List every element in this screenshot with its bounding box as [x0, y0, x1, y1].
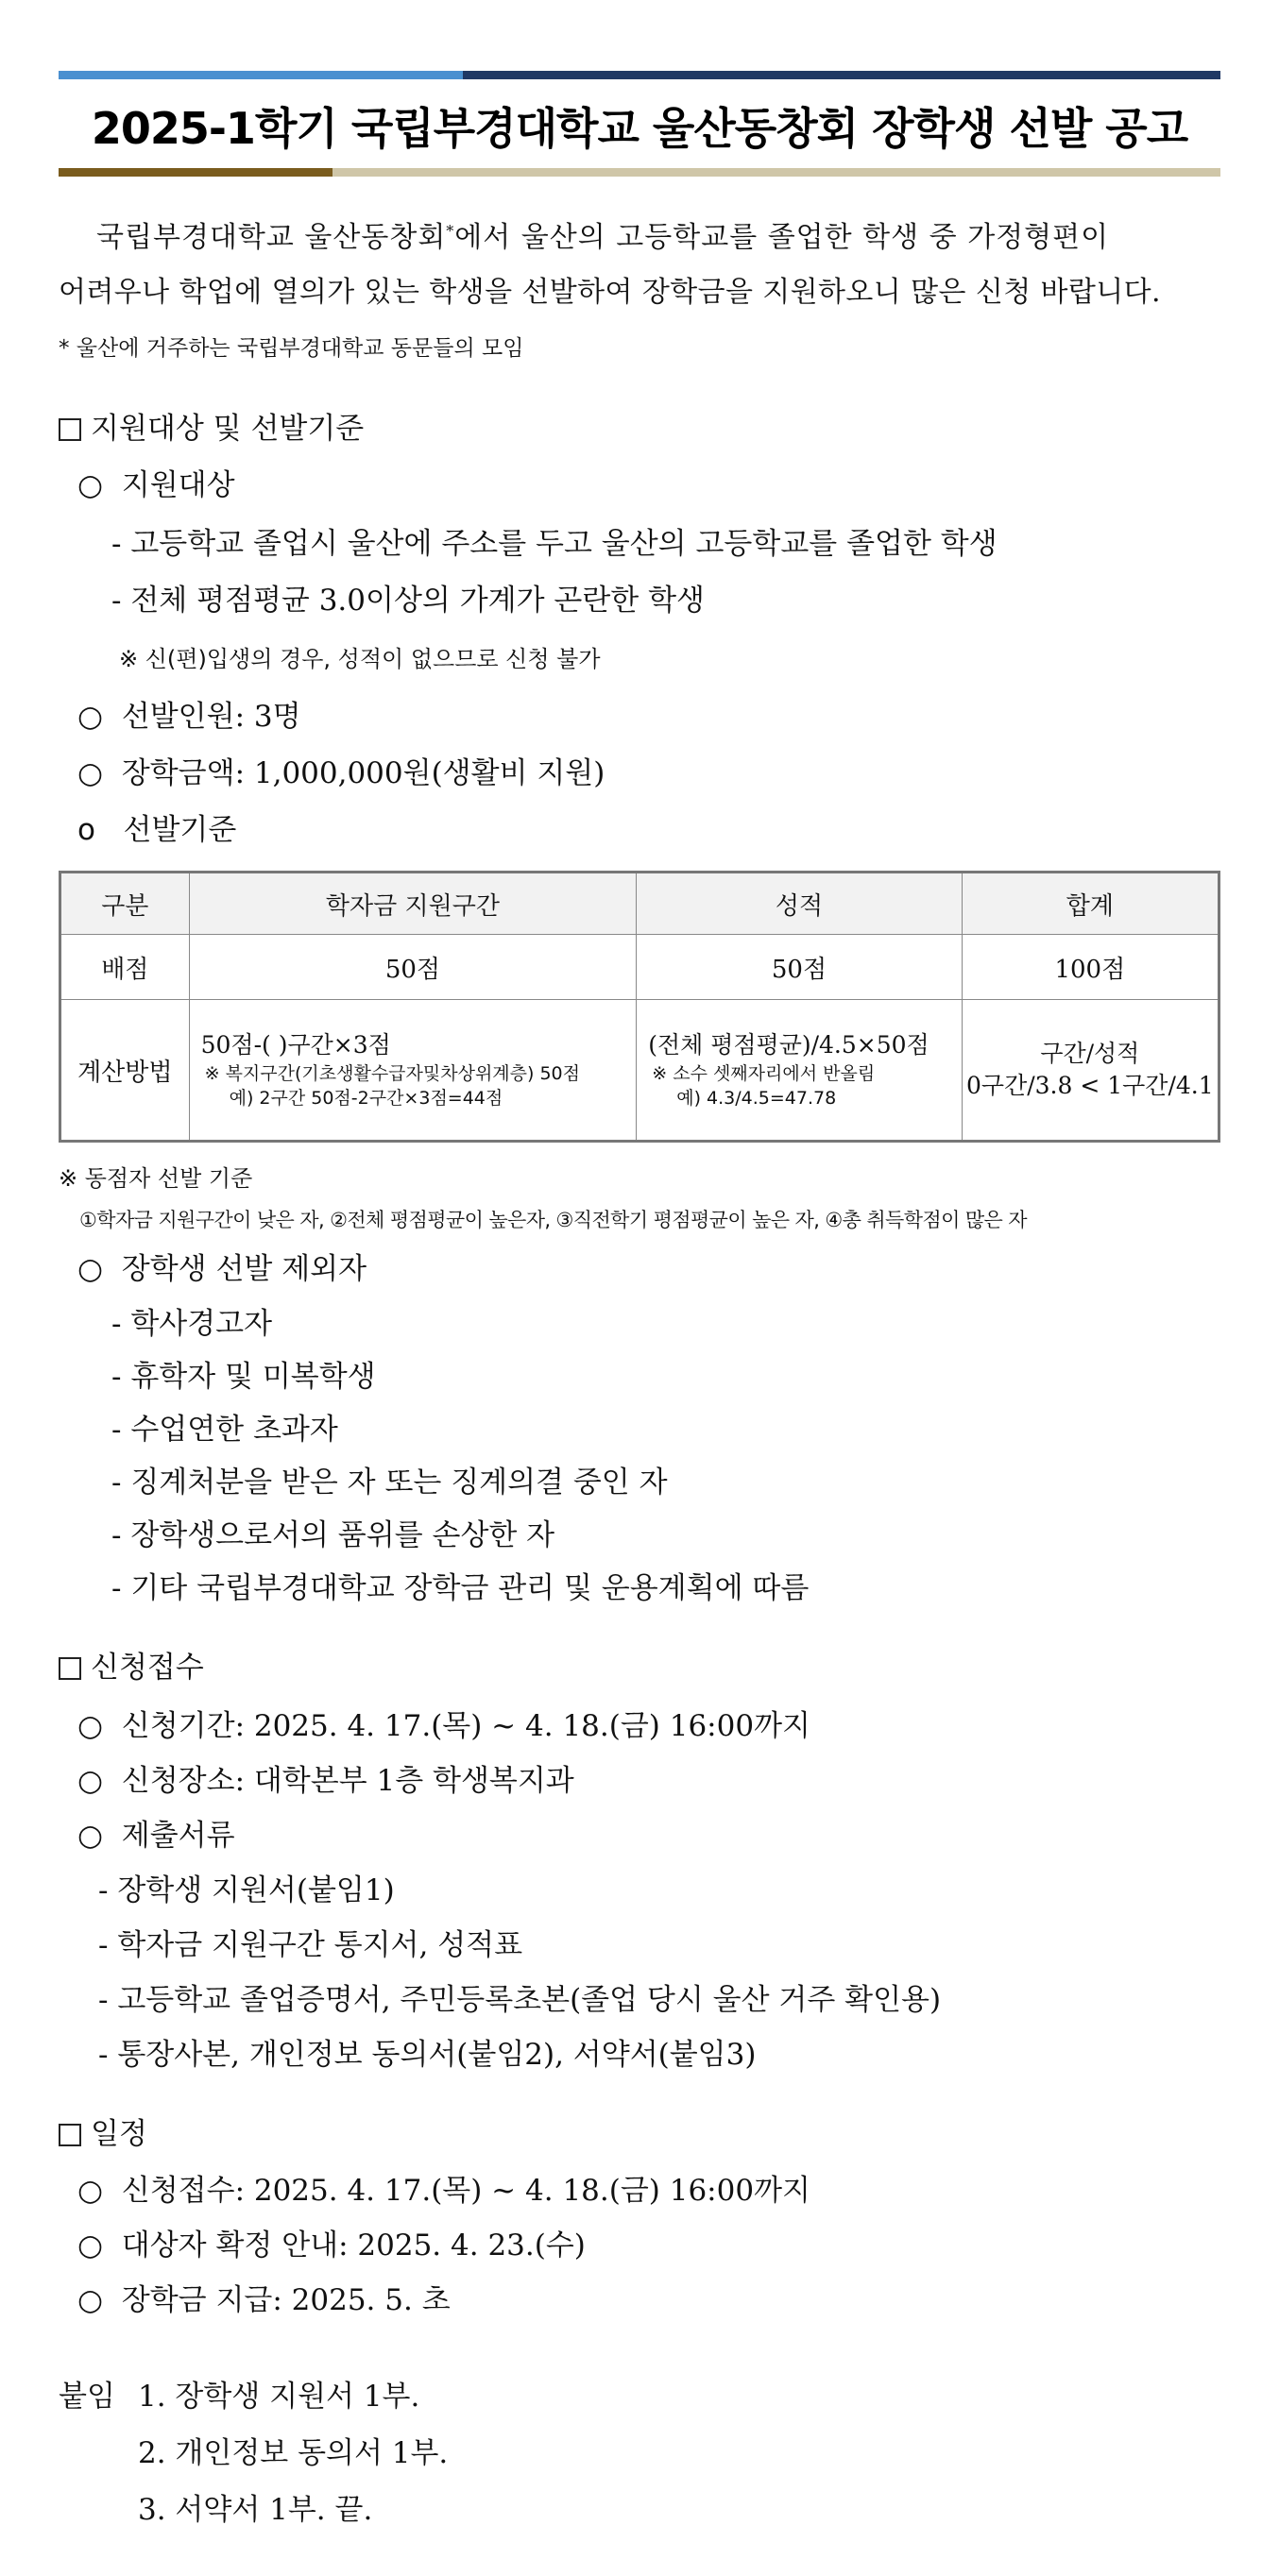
eligibility-item: - 고등학교 졸업시 울산에 주소를 두고 울산의 고등학교를 졸업한 학생	[111, 527, 998, 561]
application-place: ○ 신청장소: 대학본부 1층 학생복지과	[77, 1764, 574, 1798]
intro-line-1	[96, 213, 1109, 255]
intro-org: 국립부경대학교 울산동창회	[96, 221, 447, 254]
title-bar-bottom	[333, 168, 1220, 177]
table-header-cell: 학자금 지원구간	[189, 873, 637, 935]
document-item: - 통장사본, 개인정보 동의서(붙임2), 서약서(붙임3)	[98, 2038, 757, 2072]
circle-bullet-icon: ○	[77, 2174, 104, 2208]
table-header-row	[60, 873, 1219, 935]
circle-bullet-icon: ○	[77, 2229, 104, 2262]
attachment-item: 2. 개인정보 동의서 1부.	[138, 2436, 449, 2470]
table-cell-total-calc: 구간/성적 0구간/3.8 < 1구간/4.1	[962, 1000, 1219, 1142]
exclusion-label: ○ 장학생 선발 제외자	[77, 1252, 367, 1286]
eligibility-target-label: ○ 지원대상	[77, 468, 235, 502]
documents-label: ○ 제출서류	[77, 1819, 235, 1853]
circle-bullet-icon: ○	[77, 700, 104, 734]
exclusion-item: - 장학생으로서의 품위를 손상한 자	[111, 1518, 555, 1552]
checkbox-square-icon	[59, 418, 81, 441]
checkbox-square-icon	[59, 1657, 81, 1680]
intro-footnote: * 울산에 거주하는 국립부경대학교 동문들의 모임	[59, 336, 524, 361]
section-heading-application	[59, 1643, 204, 1686]
o-bullet-icon: o	[77, 813, 95, 847]
table-row-calculation	[60, 1000, 1219, 1142]
exclusion-item: - 학사경고자	[111, 1307, 273, 1341]
eligibility-note: ※ 신(편)입생의 경우, 성적이 없으므로 신청 불가	[119, 646, 601, 672]
eligibility-item: - 전체 평점평균 3.0이상의 가계가 곤란한 학생	[111, 584, 705, 618]
intro-footnote-mark: *	[446, 222, 455, 240]
circle-bullet-icon: ○	[77, 1709, 104, 1743]
table-cell-grade-calc: (전체 평점평균)/4.5×50점 ※ 소수 셋째자리에서 반올림 예) 4.3/4.5=47.78	[637, 1000, 962, 1142]
intro-line-2: 어려우나 학업에 열의가 있는 학생을 선발하여 장학금을 지원하오니 많은 신청 바랍니다.	[59, 276, 1161, 309]
table-cell: 계산방법	[60, 1000, 190, 1142]
selection-count: ○ 선발인원: 3명	[77, 700, 301, 734]
attachment-item: 3. 서약서 1부. 끝.	[138, 2493, 373, 2527]
document-item: - 고등학교 졸업증명서, 주민등록초본(졸업 당시 울산 거주 확인용)	[98, 1983, 942, 2017]
selection-criteria-label: o 선발기준	[77, 813, 237, 847]
title-bar-bottom-accent	[59, 168, 333, 177]
table-header-cell: 합계	[962, 873, 1219, 935]
circle-bullet-icon: ○	[77, 1819, 104, 1853]
attachments-label: 붙임	[59, 2380, 115, 2414]
intro-text: 에서 울산의 고등학교를 졸업한 학생 중 가정형편이	[454, 221, 1110, 254]
document-item: - 장학생 지원서(붙임1)	[98, 1873, 395, 1907]
table-row-score	[60, 935, 1219, 1000]
section-heading-text: 일정	[91, 2117, 147, 2151]
circle-bullet-icon: ○	[77, 1252, 104, 1286]
section-heading-eligibility	[59, 404, 364, 447]
section-heading-text: 지원대상 및 선발기준	[91, 412, 365, 446]
table-cell-support-calc: 50점-( )구간×3점 ※ 복지구간(기초생활수급자및차상위계층) 50점 예) 2구간 50점-2구간×3점=44점	[189, 1000, 637, 1142]
section-heading-schedule	[59, 2110, 147, 2152]
tie-break-text: ①학자금 지원구간이 낮은 자, ②전체 평점평균이 높은자, ③직전학기 평점평균이 높은 자, ④총 취득학점이 많은 자	[79, 1209, 1027, 1231]
section-heading-text: 신청접수	[91, 1651, 204, 1685]
table-cell: 100점	[962, 935, 1219, 1000]
page-title: 2025-1학기 국립부경대학교 울산동창회 장학생 선발 공고	[91, 103, 1188, 154]
schedule-item: ○ 장학금 지급: 2025. 5. 초	[77, 2283, 451, 2317]
exclusion-item: - 징계처분을 받은 자 또는 징계의결 중인 자	[111, 1466, 668, 1500]
table-header-cell: 성적	[637, 873, 962, 935]
schedule-item: ○ 대상자 확정 안내: 2025. 4. 23.(수)	[77, 2229, 586, 2262]
document-item: - 학자금 지원구간 통지서, 성적표	[98, 1928, 523, 1962]
application-period: ○ 신청기간: 2025. 4. 17.(목) ~ 4. 18.(금) 16:00까지	[77, 1709, 810, 1743]
attachment-item: 1. 장학생 지원서 1부.	[138, 2380, 420, 2414]
table-header-cell: 구분	[60, 873, 190, 935]
title-bar-top	[463, 71, 1220, 79]
table-cell: 배점	[60, 935, 190, 1000]
exclusion-item: - 휴학자 및 미복학생	[111, 1360, 376, 1394]
tie-break-heading: ※ 동점자 선발 기준	[59, 1165, 253, 1192]
schedule-item: ○ 신청접수: 2025. 4. 17.(목) ~ 4. 18.(금) 16:00까지	[77, 2174, 810, 2208]
table-cell: 50점	[637, 935, 962, 1000]
exclusion-item: - 수업연한 초과자	[111, 1413, 338, 1447]
circle-bullet-icon: ○	[77, 1764, 104, 1798]
title-bar-top-accent	[59, 71, 463, 79]
circle-bullet-icon: ○	[77, 756, 104, 790]
circle-bullet-icon: ○	[77, 468, 104, 502]
criteria-table	[59, 871, 1220, 1143]
checkbox-square-icon	[59, 2124, 81, 2146]
table-cell: 50점	[189, 935, 637, 1000]
circle-bullet-icon: ○	[77, 2283, 104, 2317]
exclusion-item: - 기타 국립부경대학교 장학금 관리 및 운용계획에 따름	[111, 1571, 810, 1605]
scholarship-amount: ○ 장학금액: 1,000,000원(생활비 지원)	[77, 756, 605, 790]
